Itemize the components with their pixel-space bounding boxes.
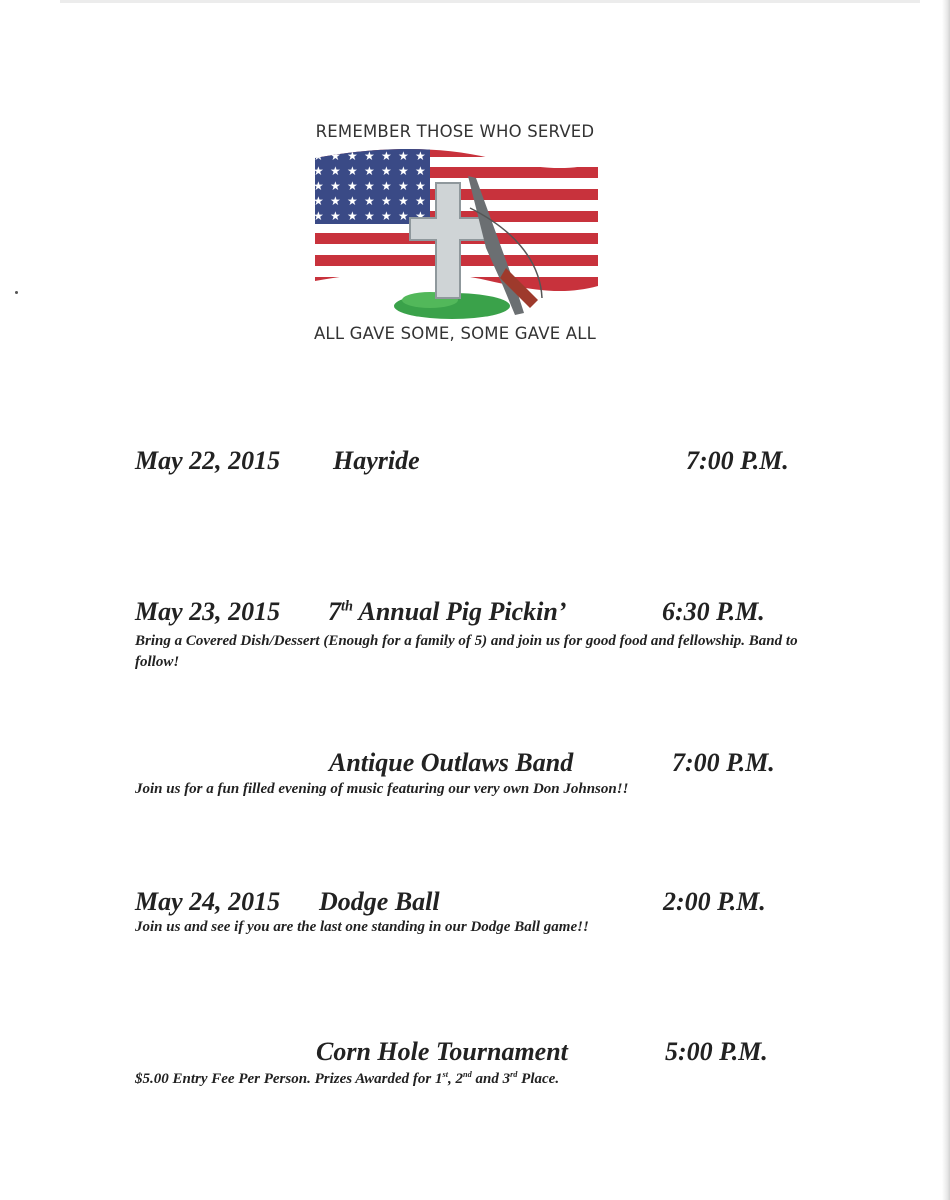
event-time: 6:30 P.M. — [662, 597, 765, 626]
event-time: 7:00 P.M. — [686, 446, 789, 475]
emblem-bottom-text: ALL GAVE SOME, SOME GAVE ALL — [313, 324, 597, 343]
event-title: Corn Hole Tournament — [316, 1037, 568, 1066]
scan-speck — [15, 291, 18, 294]
event-description: Join us for a fun filled evening of music featuring our very own Don Johnson!! — [135, 781, 629, 797]
event-time: 7:00 P.M. — [672, 748, 775, 777]
event-description: Bring a Covered Dish/Dessert (Enough for a family of 5) and join us for good food and fellowship. Band to follow! — [135, 633, 798, 670]
event-title: Dodge Ball — [319, 887, 440, 916]
event-date: May 24, 2015 — [135, 887, 281, 916]
flag-cross-rifle-icon — [310, 148, 602, 323]
emblem-top-text: REMEMBER THOSE WHO SERVED — [315, 122, 595, 141]
scan-edge — [60, 0, 920, 3]
event-description: $5.00 Entry Fee Per Person. Prizes Awarded for 1st, 2nd and 3rd Place. — [135, 1070, 560, 1087]
event-time: 2:00 P.M. — [663, 887, 766, 916]
event-title: Antique Outlaws Band — [329, 748, 574, 777]
event-time: 5:00 P.M. — [665, 1037, 768, 1066]
event-date: May 22, 2015 — [135, 446, 281, 475]
memorial-emblem — [270, 118, 640, 354]
event-date: May 23, 2015 — [135, 597, 281, 626]
scan-edge — [942, 0, 950, 1200]
event-title: Hayride — [333, 446, 420, 475]
event-description: Join us and see if you are the last one standing in our Dodge Ball game!! — [135, 919, 589, 935]
event-title: 7th Annual Pig Pickin’ — [328, 597, 567, 626]
